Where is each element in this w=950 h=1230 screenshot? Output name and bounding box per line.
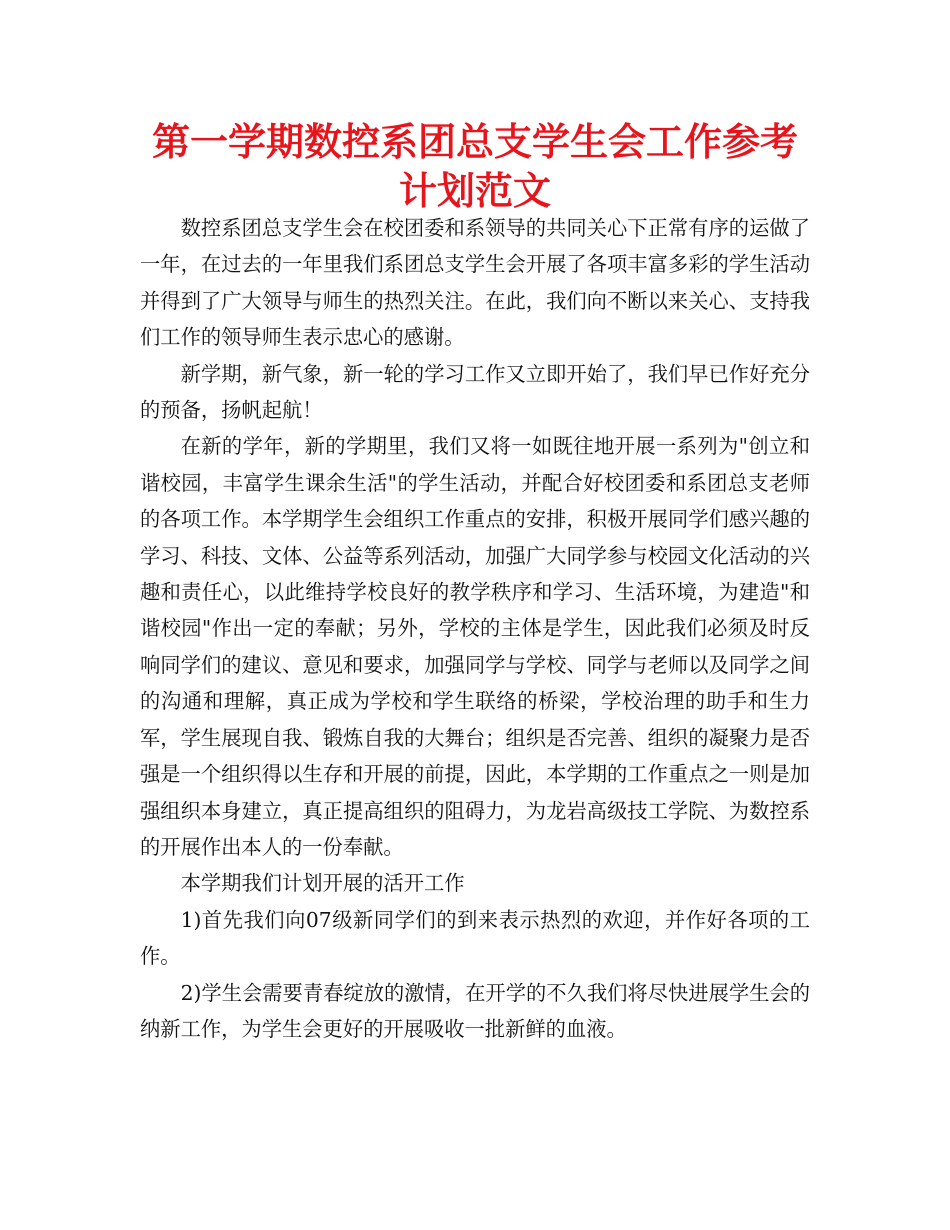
- paragraph-activities-heading: 本学期我们计划开展的活开工作: [180, 871, 465, 896]
- paragraph-item-2: 2)学生会需要青春绽放的激情，在开学的不久我们将尽快进展学生会的纳新工作，为学生会更好的开展吸收一批新鲜的血液。: [140, 980, 810, 1041]
- paragraph-plan-overview: 在新的学年，新的学期里，我们又将一如既往地开展一系列为"创立和谐校园，丰富学生课余生活"的学生活动，并配合好校团委和系团总支老师的各项工作。本学期学生会组织工作重点的安排，积极开展同学们感兴趣的学习、科技、文体、公益等系列活动，加强广大同学参与校园文化活动的兴趣和责任心，以此维持学校良好的教学秩序和学习、生活环境，为建造"和谐校园"作出一定的奉献；另外，学校的主体是学生，因此我们必须及时反响同学们的建议、意见和要求，加强同学与学校、同学与老师以及同学之间的沟通和理解，真正成为学校和学生联络的桥梁，学校治理的助手和生力军，学生展现自我、锻炼自我的大舞台；组织是否完善、组织的凝聚力是否强是一个组织得以生存和开展的前提，因此，本学期的工作重点之一则是加强组织本身建立，真正提高组织的阻碍力，为龙岩高级技工学院、为数控系的开展作出本人的一份奉献。: [140, 434, 810, 859]
- paragraph-item-1: 1)首先我们向07级新同学们的到来表示热烈的欢迎，并作好各项的工作。: [140, 907, 810, 969]
- document-body: [140, 210, 810, 1047]
- paragraph-new-semester: 新学期，新气象，新一轮的学习工作又立即开始了，我们早已作好充分的预备，扬帆起航！: [140, 361, 810, 423]
- paragraph-intro: 数控系团总支学生会在校团委和系领导的共同关心下正常有序的运做了一年，在过去的一年里我们系团总支学生会开展了各项丰富多彩的学生活动并得到了广大领导与师生的热烈关注。在此，我们向不断以来关心、支持我们工作的领导师生表示忠心的感谢。: [140, 216, 810, 350]
- document-title: 第一学期数控系团总支学生会工作参考计划范文: [151, 120, 798, 213]
